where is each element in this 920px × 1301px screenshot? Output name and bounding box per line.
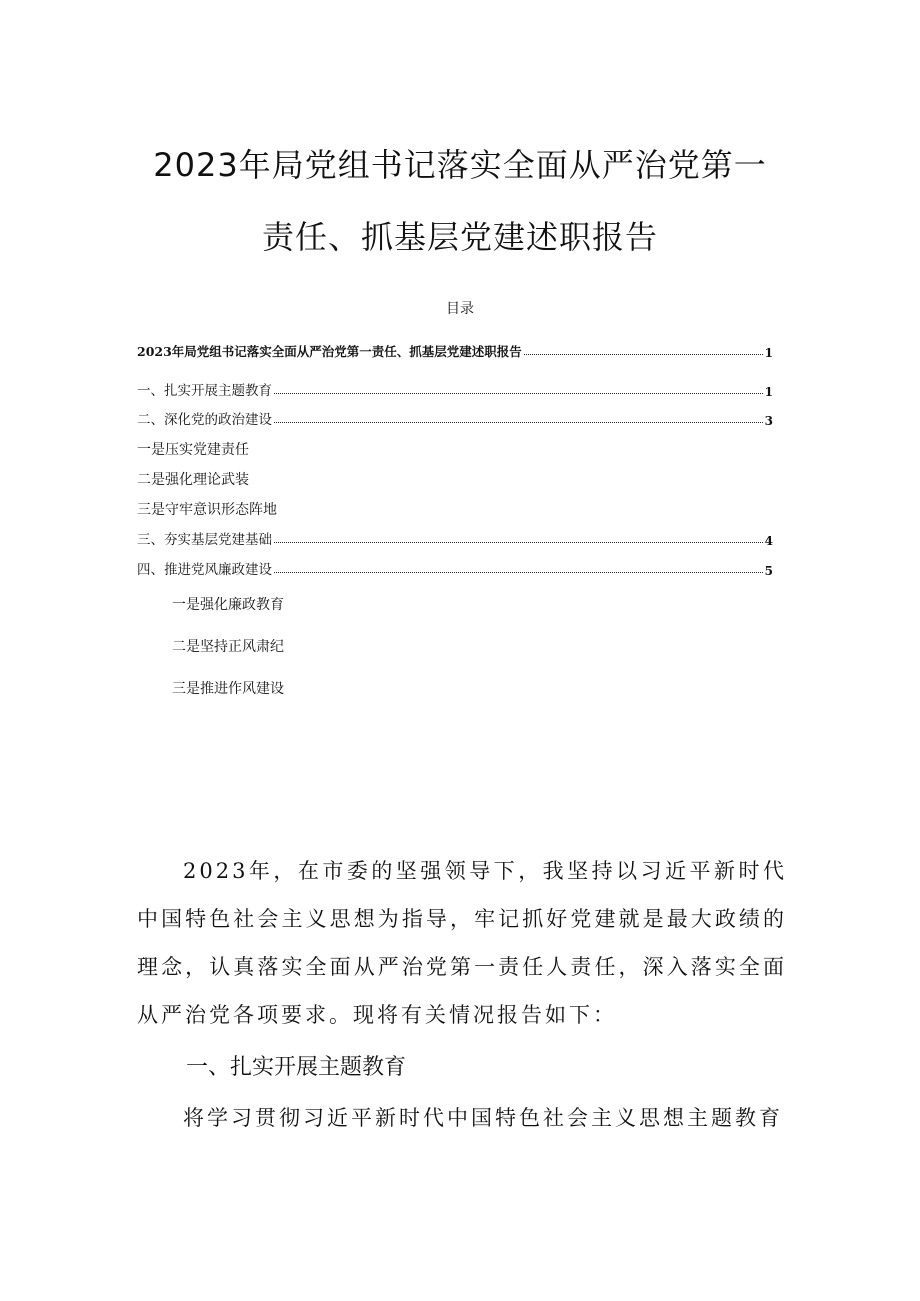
toc-entry-label: 三、夯实基层党建基础	[137, 532, 272, 548]
toc-entry-label: 二、深化党的政治建设	[137, 412, 272, 428]
document-title-line-1: 2023年局党组书记落实全面从严治党第一	[153, 146, 767, 184]
toc-entry-page: 4	[764, 534, 773, 548]
document-title-line-2: 责任、抓基层党建述职报告	[261, 218, 658, 256]
toc-entry-page: 3	[764, 414, 773, 428]
toc-entry-label: 一、扎实开展主题教育	[137, 383, 272, 399]
toc-entry-label: 2023年局党组书记落实全面从严治党第一责任、抓基层党建述职报告	[137, 344, 522, 359]
toc-entry-subitem[interactable]: 一是强化廉政教育	[172, 597, 284, 613]
section-1-paragraph: 将学习贯彻习近平新时代中国特色社会主义思想主题教育	[183, 1106, 783, 1130]
toc-leader-dots	[274, 572, 763, 573]
toc-entry-page: 1	[764, 346, 773, 360]
intro-paragraph: 2023年，在市委的坚强领导下，我坚持以习近平新时代中国特色社会主义思想为指导，牢记抓好党建就是最大政绩的理念，认真落实全面从严治党第一责任人责任，深入落实全面从严治党各项要求。现将有关情况报告如下：	[137, 859, 787, 1027]
toc-entry-subitem[interactable]: 二是强化理论武装	[137, 472, 249, 488]
toc-entry-subitem[interactable]: 一是压实党建责任	[137, 442, 249, 458]
toc-entry-section-1[interactable]	[137, 377, 773, 399]
toc-entry-page: 5	[764, 564, 773, 578]
toc-heading: 目录	[446, 301, 474, 317]
toc-entry-label: 四、推进党风廉政建设	[137, 562, 272, 578]
toc-entry-title[interactable]	[137, 338, 773, 360]
toc-entry-page: 1	[764, 385, 773, 399]
toc-entry-subitem[interactable]: 三是守牢意识形态阵地	[137, 502, 277, 518]
toc-entry-section-2[interactable]	[137, 406, 773, 428]
toc-entry-subitem[interactable]: 三是推进作风建设	[172, 681, 284, 697]
toc-leader-dots	[524, 354, 763, 355]
toc-leader-dots	[274, 393, 763, 394]
toc-entry-section-4[interactable]	[137, 556, 773, 578]
toc-entry-section-3[interactable]	[137, 526, 773, 548]
section-heading-1: 一、扎实开展主题教育	[186, 1055, 407, 1080]
toc-leader-dots	[274, 542, 763, 543]
toc-entry-subitem[interactable]: 二是坚持正风肃纪	[172, 639, 284, 655]
toc-leader-dots	[274, 422, 763, 423]
